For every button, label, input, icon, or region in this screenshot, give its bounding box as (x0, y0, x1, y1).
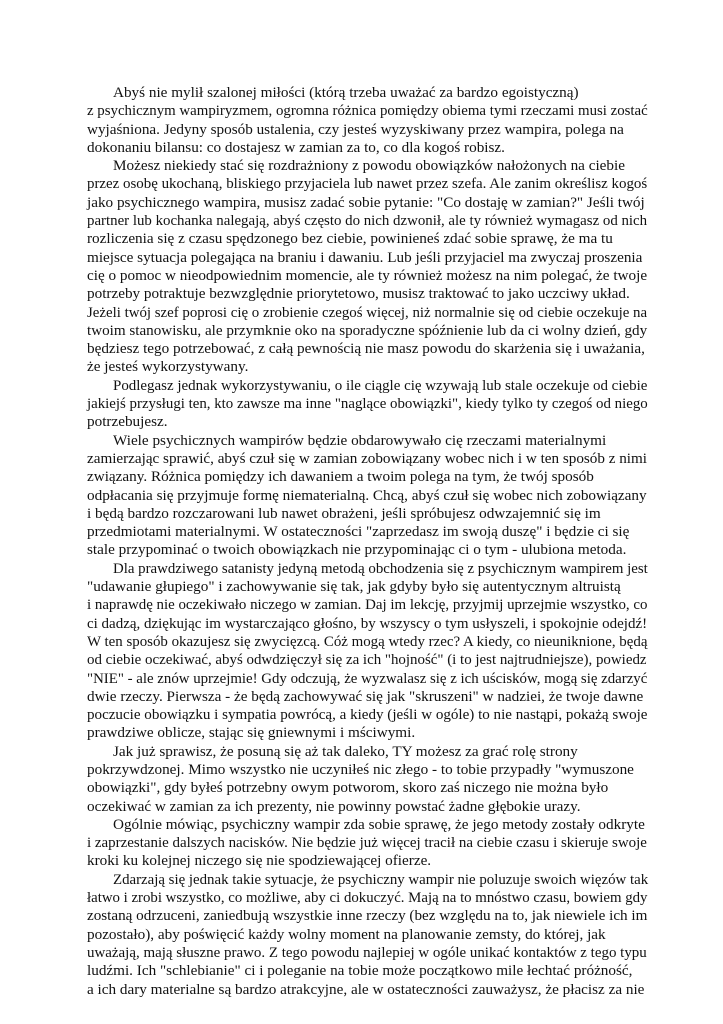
text-line: ludźmi. Ich "schlebianie" ci i poleganie na tobie może początkowo mile łechtać próżność, (87, 962, 633, 980)
text-line: a ich dary materialne są bardzo atrakcyjne, ale w ostateczności zauważysz, że płacisz za nie (87, 980, 645, 998)
text-line: prawdziwe oblicze, stając się gniewnymi i mściwymi. (87, 724, 416, 742)
text-line: przez osobę ukochaną, bliskiego przyjaciela lub nawet przez szefa. Ale zanim określisz kogoś (87, 176, 648, 193)
text-line: wyjaśniona. Jedyny sposób ustalenia, czy jesteś wyzyskiwany przez wampira, polega na (87, 120, 624, 138)
text-line: łatwo i zrobi wszystko, co możliwe, aby ci dokuczyć. Mają na to mnóstwo czasu, bowiem gdy (87, 890, 648, 907)
text-line: pokrzywdzonej. Mimo wszystko nie uczyniłeś nic złego - to tobie przypadły "wymuszone (87, 760, 634, 778)
text-line: jako psychicznego wampira, musisz zadać sobie pytanie: "Co dostaję w zamian?" Jeśli twój (87, 193, 645, 211)
text-line: zamierzając sprawić, abyś czuł się w zamian zobowiązany wobec nich i w ten sposób z nimi (87, 449, 647, 467)
text-line: "udawanie głupiego" i zachowywanie się tak, jak gdyby było się autentycznym altruistą (87, 578, 621, 596)
text-line: dokonaniu bilansu: co dostajesz w zamian za to, co dla kogoś robisz. (87, 138, 505, 156)
text-line: partner lub kochanka nalegają, abyś często do nich dzwonił, ale ty również wymagasz od nich (87, 213, 648, 230)
text-line: będziesz tego potrzebować, z całą pewnością nie masz powodu do skarżenia się i uważania, (87, 340, 645, 358)
paragraph-first-line: Jak już sprawisz, że posuną się aż tak daleko, TY możesz za grać rolę strony (113, 742, 578, 760)
text-line: Jeżeli twój szef poprosi cię o zrobienie czegoś więcej, niż normalnie się od ciebie oczekuje na (87, 304, 648, 321)
text-line: W ten sposób okazujesz się zwycięzcą. Cóż mogą wtedy rzec? A kiedy, co nieuniknione, będą (87, 633, 648, 650)
text-line: dwie rzeczy. Pierwsza - że będą zachowywać się jak "skruszeni" w nadziei, że twoje dawne (87, 687, 644, 705)
text-line: od ciebie oczekiwać, abyś odwdzięczył się za ich "hojność" (i to jest najtrudniejsze), powiedz (87, 652, 647, 669)
text-line: z psychicznym wampiryzmem, ogromna różnica pomiędzy obiema tymi rzeczami musi zostać (87, 103, 648, 120)
body-text (87, 84, 647, 999)
text-line: że jesteś wykorzystywany. (87, 358, 249, 376)
text-line: twoim stanowisku, ale przymknie oko na sporadyczne spóźnienie lub da ci wolny dzień, gdy (87, 322, 648, 339)
text-line: pozostało), aby poświęcić każdy wolny moment na planowanie zemsty, do której, jak (87, 925, 606, 943)
text-line: kroki ku kolejnej niczego się nie spodziewającej ofierze. (87, 852, 432, 870)
text-line: przedmiotami materialnymi. W ostateczności "zaprzedasz im swoją duszę" i będzie ci się (87, 523, 630, 541)
text-line: poczucie obowiązku i sympatia powrócą, a kiedy (jeśli w ogóle) to nie nastąpi, pokażą swoje (87, 707, 648, 724)
text-line: i naprawdę nie oczekiwało niczego w zamian. Daj im lekcję, przyjmij uprzejmie wszystko, co (87, 597, 648, 614)
text-line: stale przypominać o twoich obowiązkach nie przypominając ci o tym - ulubiona metoda. (87, 541, 627, 559)
paragraph-first-line: Wiele psychicznych wampirów będzie obdarowywało cię rzeczami materialnymi (113, 431, 607, 449)
paragraph-first-line: Zdarzają się jednak takie sytuacje, że psychiczny wampir nie poluzuje swoich więzów tak (113, 871, 649, 888)
paragraph-first-line: Podlegasz jednak wykorzystywaniu, o ile ciągle cię wzywają lub stale oczekuje od ciebie (113, 377, 648, 394)
text-line: związany. Różnica pomiędzy ich dawaniem a twoim polega na tym, że twój sposób (87, 468, 594, 486)
text-line: rozliczenia się z czasu spędzonego bez ciebie, powinieneś zdać sobie sprawę, że ma tu (87, 230, 613, 248)
text-line: i będą bardzo rozczarowani lub nawet obrażeni, jeśli spróbujesz odwzajemnić się im (87, 504, 601, 522)
text-line: oczekiwać w zamian za ich prezenty, nie powinny powstać żadne głębokie urazy. (87, 797, 581, 815)
text-line: "NIE" - ale znów uprzejmie! Gdy odczują, że wyzwalasz się z ich uścisków, mogą się zdarzyć (87, 670, 648, 687)
paragraph-first-line: Dla prawdziwego satanisty jedyną metodą obchodzenia się z psychicznym wampirem jest (113, 560, 648, 577)
text-line: potrzeby potraktuje bezwzględnie priorytetowo, musisz traktować to jako uczciwy układ. (87, 285, 630, 303)
text-line: zostaną odrzuceni, zaniedbują wszystkie inne rzeczy (bez względu na to, jak niewiele ich im (87, 907, 648, 925)
text-line: potrzebujesz. (87, 413, 168, 431)
text-line: obowiązki", gdy byłeś potrzebny owym potworom, skoro zaś niczego nie można było (87, 779, 609, 797)
text-line: ci dadzą, dziękując im wystarczająco głośno, by wszyscy o tym usłyszeli, i spokojnie odejdź! (87, 615, 648, 632)
paragraph-first-line: Ogólnie mówiąc, psychiczny wampir zda sobie sprawę, że jego metody zostały odkryte (113, 815, 645, 833)
text-line: jakiejś przysługi ten, kto zawsze ma inne "naglące obowiązki", kiedy tylko ty czegoś od niego (87, 396, 648, 413)
text-line: i zaprzestanie dalszych nacisków. Nie będzie już więcej tracił na ciebie czasu i skieruje swoje (87, 835, 647, 852)
text-line: odpłacania się przyjmuje formę niematerialną. Chcą, abyś czuł się wobec nich zobowiązany (87, 486, 647, 504)
text-line: cię o pomoc w nieodpowiednim momencie, ale ty również możesz na nim polegać, że twoje (87, 266, 648, 284)
text-line: miejsce sytuacja polegająca na braniu i dawaniu. Lub jeśli przyjaciel ma zwyczaj proszenia (87, 248, 643, 266)
paragraph-first-line: Abyś nie mylił szalonej miłości (którą trzeba uważać za bardzo egoistyczną) (113, 84, 579, 101)
text-line: uważają, mają słuszne prawo. Z tego powodu najlepiej w ogóle unikać kontaktów z tego typu (87, 944, 647, 961)
paragraph-first-line: Możesz niekiedy stać się rozdrażniony z powodu obowiązków nałożonych na ciebie (113, 157, 625, 175)
